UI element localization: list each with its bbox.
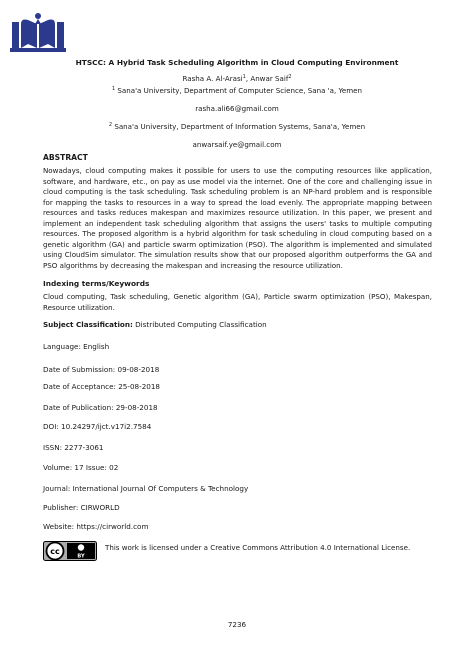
keywords-text: Cloud computing, Task scheduling, Genetic algorithm (GA), Particle swarm optimization (PSO), Makespan, Resource utilization. (43, 292, 432, 312)
affiliation-1: $^1$ Sana'a University, Department of Computer Science, Sana 'a, Yemen (111, 86, 363, 95)
meta-publisher: Publisher: CIRWORLD (43, 503, 120, 512)
meta-publication: Date of Publication: 29-08-2018 (43, 403, 158, 412)
email-2: anwarsaif.ye@gmail.com (192, 140, 282, 149)
author-2: , Anwar Saif (245, 74, 289, 83)
by-text: BY (77, 553, 85, 560)
cc-text: cc (50, 547, 60, 556)
cirworld-logo-icon (8, 8, 68, 54)
abstract-text: Nowadays, cloud computing makes it possible for users to use the computing resources like application, software, and hardware, etc., on pay as use model via the internet. One of the core and challenging issue in cloud computing is the task scheduling. Task scheduling problem is an NP-hard problem and is responsible for mapping the tasks to resources in a way to spread the load evenly. The appropriate mapping between resources and tasks reduces makespan and maximizes resource utilization. In this paper, we present and implement an independent task scheduling algorithm that assigns the users' tasks to multiple computing resources. The proposed algorithm is a hybrid algorithm for task scheduling in cloud computing based on a genetic algorithm (GA) and particle swarm optimization (PSO). The algorithm is implemented and simulated using CloudSim simulator. The simulation results show that our proposed algorithm outperforms the GA and PSO algorithms by decreasing the makespan and increasing the resource utilization. (43, 166, 432, 270)
paper-title: HTSCC: A Hybrid Task Scheduling Algorithm in Cloud Computing Environment (75, 58, 399, 67)
meta-doi: DOI: 10.24297/ijct.v17i2.7584 (43, 422, 152, 431)
meta-volume: Volume: 17 Issue: 02 (43, 463, 119, 472)
meta-acceptance: Date of Acceptance: 25-08-2018 (43, 382, 160, 391)
meta-language: Language: English (43, 342, 110, 351)
abstract-heading: ABSTRACT (43, 153, 88, 162)
subject-classification (43, 320, 267, 329)
page-number: 7236 (227, 620, 247, 629)
keywords-heading: Indexing terms/Keywords (43, 279, 150, 288)
meta-submission: Date of Submission: 09-08-2018 (43, 365, 160, 374)
affiliation-2: $^2$ Sana'a University, Department of Information Systems, Sana'a, Yemen (108, 122, 366, 131)
email-1: rasha.ali66@gmail.com (195, 104, 279, 113)
license-text: This work is licensed under a Creative Commons Attribution 4.0 International License. (105, 543, 411, 552)
authors-line: Rasha A. Al-Arasi$^1$, Anwar Saif$^2$ (182, 74, 292, 83)
meta-website: Website: https://cirworld.com (43, 522, 149, 531)
subject-value: Distributed Computing Classification (132, 320, 267, 329)
meta-journal: Journal: International Journal Of Computers & Technology (43, 484, 249, 493)
meta-issn: ISSN: 2277-3061 (43, 443, 104, 452)
cc-by-icon (43, 541, 97, 561)
author-1: Rasha A. Al-Arasi (182, 74, 243, 83)
subject-label: Subject Classification: (43, 320, 133, 329)
